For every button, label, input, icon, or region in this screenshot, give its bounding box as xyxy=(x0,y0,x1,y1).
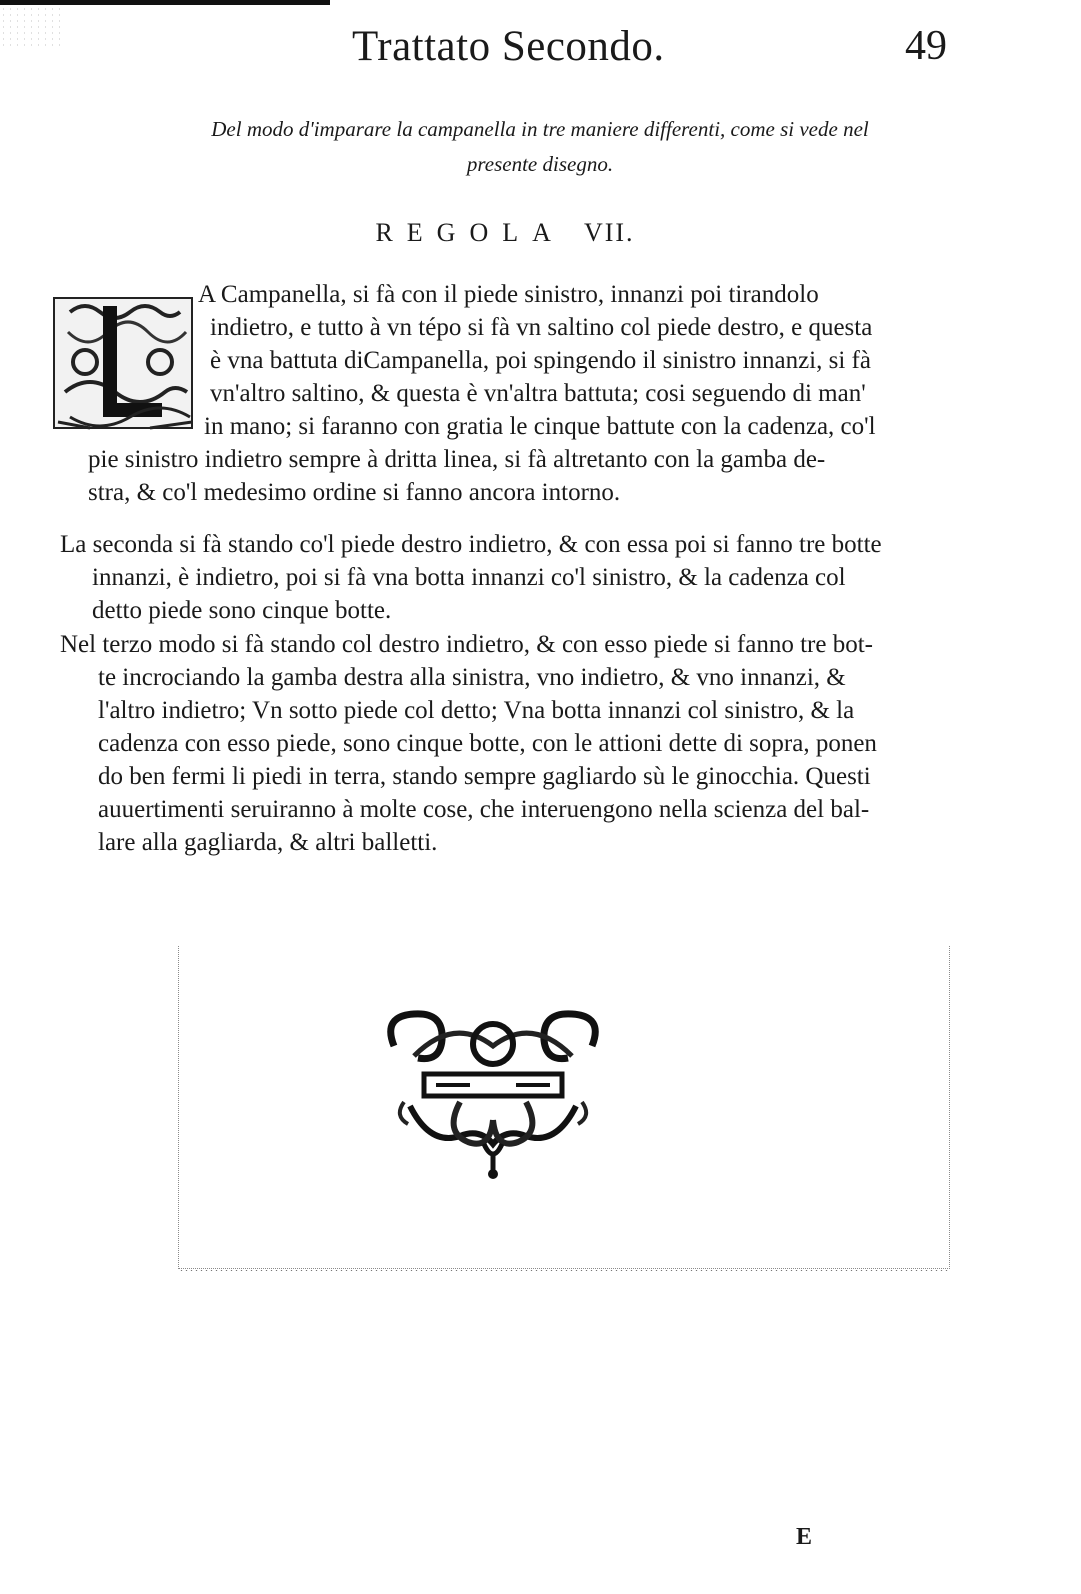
text-line: do ben fermi li piedi in terra, stando sempre gagliardo sù le ginocchia. Questi xyxy=(98,763,871,790)
text-line: pie sinistro indietro sempre à dritta linea, si fà altretanto con la gamba de- xyxy=(88,446,826,473)
text-line: detto piede sono cinque botte. xyxy=(92,597,392,624)
text-line: auuertimenti seruiranno à molte cose, che interuengono nella scienza del bal- xyxy=(98,796,870,823)
chapter-heading-line: presente disegno. xyxy=(466,152,614,176)
running-head-title: Trattato Secondo. xyxy=(352,23,665,70)
tailpiece-ornament-icon xyxy=(384,1006,602,1182)
page-number: 49 xyxy=(905,23,947,69)
text-line: A Campanella, si fà con il piede sinistro, innanzi poi tirandolo xyxy=(198,281,819,308)
paragraph-three xyxy=(60,628,877,859)
rule-title-numeral: VII. xyxy=(583,218,635,247)
text-line: è vna battuta diCampanella, poi spingendo il sinistro innanzi, si fà xyxy=(210,347,871,374)
text-line: indietro, e tutto à vn tépo si fà vn saltino col piede destro, e questa xyxy=(210,314,873,341)
text-line: innanzi, è indietro, poi si fà vna botta innanzi co'l sinistro, & la cadenza col xyxy=(92,564,846,591)
text-line: Nel terzo modo si fà stando col destro indietro, & con esso piede si fanno tre bot- xyxy=(60,631,873,658)
rule-title-word: REGOLA xyxy=(375,218,564,247)
text-line: in mano; si faranno con gratia le cinque battute con la cadenza, co'l xyxy=(204,413,876,440)
text-line: l'altro indietro; Vn sotto piede col detto; Vna botta innanzi col sinistro, & la xyxy=(98,697,855,724)
paragraph-two xyxy=(60,528,882,627)
top-edge-rule xyxy=(0,0,330,5)
text-line: lare alla gagliarda, & altri balletti. xyxy=(98,829,438,856)
text-line: cadenza con esso piede, sono cinque botte, con le attioni dette di sopra, ponen xyxy=(98,730,877,757)
chapter-heading-line: Del modo d'imparare la campanella in tre maniere differenti, come si vede nel xyxy=(211,117,869,141)
text-line: stra, & co'l medesimo ordine si fanno ancora intorno. xyxy=(88,479,621,506)
text-line: vn'altro saltino, & questa è vn'altra battuta; cosi seguendo di man' xyxy=(210,380,866,407)
paragraph-one xyxy=(0,278,876,509)
signature-mark: E xyxy=(796,1524,813,1550)
paper-specks xyxy=(0,6,60,46)
chapter-heading xyxy=(100,112,980,182)
text-line: te incrociando la gamba destra alla sinistra, vno indietro, & vno innanzi, & xyxy=(98,664,846,691)
text-line: La seconda si fà stando co'l piede destro indietro, & con essa poi si fanno tre botte xyxy=(60,531,882,558)
rule-title xyxy=(0,218,1010,248)
